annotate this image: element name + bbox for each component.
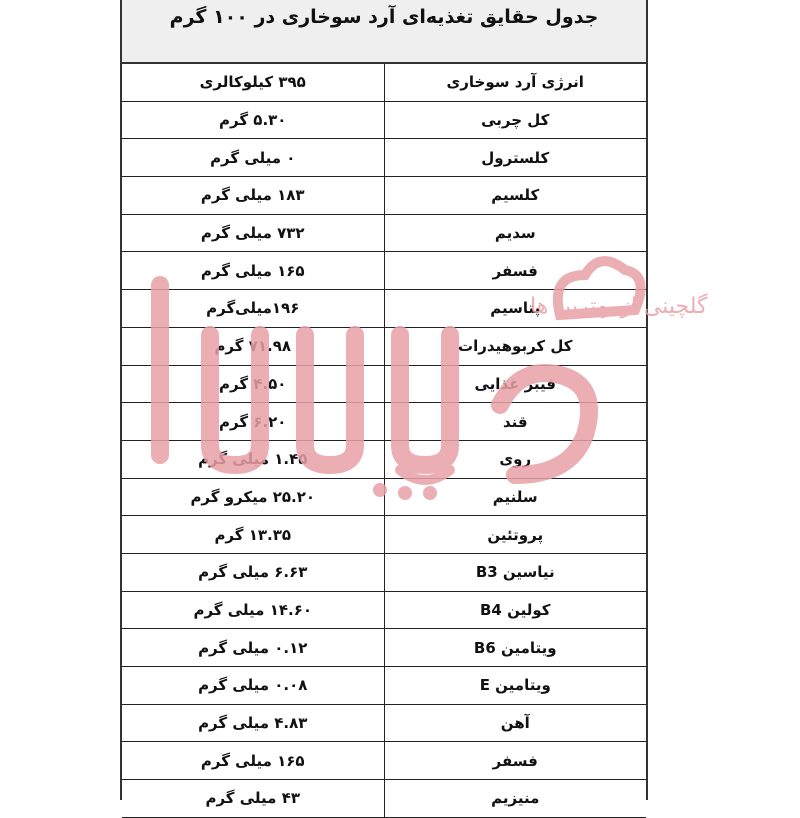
watermark-tagline: گلچینی از بهترین ها [530,294,708,319]
nutrient-name-cell: ویتامین E [384,667,646,705]
table-row [122,365,646,403]
nutrient-value-cell: ۱.۴۵ میلی گرم [122,440,384,478]
nutrient-value-cell: ۱۹۶میلی‌گرم [122,290,384,328]
nutrient-name-cell: سدیم [384,214,646,252]
nutrient-value-cell: ۷۱.۹۸ گرم [122,327,384,365]
nutrient-name-cell: فسفر [384,742,646,780]
nutrient-value-cell: ۱۸۳ میلی گرم [122,177,384,215]
nutrient-value-cell: ۶.۲۰ گرم [122,403,384,441]
nutrition-facts-table [122,64,646,818]
nutrient-name-cell: منیزیم [384,780,646,818]
table-row [122,478,646,516]
table-row [122,252,646,290]
nutrient-name-cell: سلنیم [384,478,646,516]
nutrient-value-cell: ۰.۰۸ میلی گرم [122,667,384,705]
nutrient-name-cell: کل کربوهیدرات [384,327,646,365]
nutrient-name-cell: پروتئین [384,516,646,554]
nutrient-value-cell: ۴.۸۳ میلی گرم [122,704,384,742]
table-row [122,101,646,139]
nutrient-value-cell: ۶.۶۳ میلی گرم [122,553,384,591]
nutrient-value-cell: ۷۳۲ میلی گرم [122,214,384,252]
nutrient-value-cell: ۱۳.۳۵ گرم [122,516,384,554]
nutrient-name-cell: نیاسین B3 [384,553,646,591]
table-row [122,139,646,177]
table-row [122,629,646,667]
nutrient-value-cell: ۰ میلی گرم [122,139,384,177]
table-row [122,591,646,629]
table-row [122,64,646,101]
table-row [122,290,646,328]
nutrient-value-cell: ۴۳ میلی گرم [122,780,384,818]
nutrient-name-cell: کلسترول [384,139,646,177]
table-row [122,742,646,780]
nutrient-value-cell: ۱۶۵ میلی گرم [122,252,384,290]
nutrition-table-sheet [120,0,648,808]
nutrient-value-cell: ۰.۱۲ میلی گرم [122,629,384,667]
table-row [122,516,646,554]
nutrient-name-cell: ویتامین B6 [384,629,646,667]
nutrient-value-cell: ۲۵.۲۰ میکرو گرم [122,478,384,516]
nutrient-value-cell: ۵.۳۰ گرم [122,101,384,139]
title-box [122,0,646,64]
nutrient-name-cell: کولین B4 [384,591,646,629]
nutrient-name-cell: فیبر غذایی [384,365,646,403]
nutrient-name-cell: آهن [384,704,646,742]
table-row [122,440,646,478]
table-row [122,403,646,441]
table-row [122,553,646,591]
table-row [122,327,646,365]
nutrient-name-cell: انرژی آرد سوخاری [384,64,646,101]
nutrient-name-cell: کلسیم [384,177,646,215]
table-row [122,214,646,252]
nutrient-value-cell: ۱۶۵ میلی گرم [122,742,384,780]
table-row [122,177,646,215]
nutrient-name-cell: کل چربی [384,101,646,139]
table-row [122,704,646,742]
nutrient-value-cell: ۱۴.۶۰ میلی گرم [122,591,384,629]
nutrient-name-cell: پتاسیم [384,290,646,328]
nutrient-name-cell: فسفر [384,252,646,290]
nutrient-name-cell: روی [384,440,646,478]
nutrient-value-cell: ۴.۵۰ گرم [122,365,384,403]
nutrient-value-cell: ۳۹۵ کیلوکالری [122,64,384,101]
table-row [122,780,646,818]
nutrient-name-cell: قند [384,403,646,441]
page-title: جدول حقایق تغذیه‌ای آرد سوخاری در ۱۰۰ گرم [169,6,599,28]
table-row [122,667,646,705]
